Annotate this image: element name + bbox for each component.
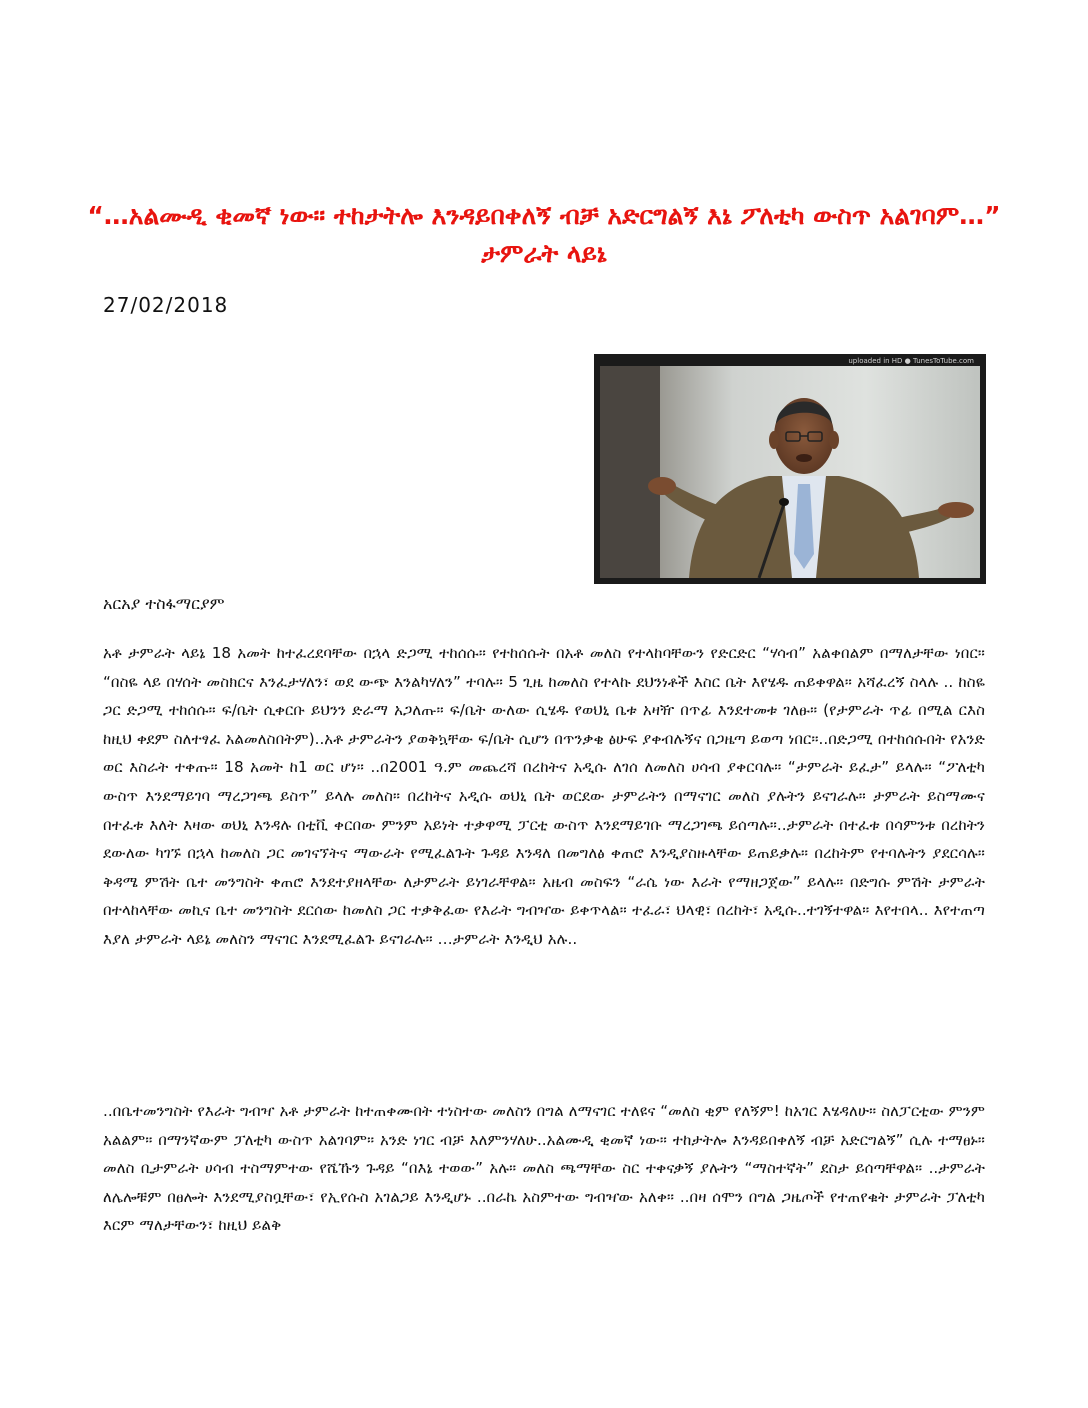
article-paragraph: ..በቤተመንግስት የእራት ግብዣ አቶ ታምራት ከተጠቀሙበት ተነስተው መለስን በግል ለማናገር ተለዩና “መለስ ቂም የለኝም! ከአገር እሄዳለሁ። ስለፓርቲው ምንም አልልም። በማንኛውም ፓለቲካ ውስጥ አልገባም። አንድ ነገር ብቻ እለምንሃለሁ..አልሙዲ ቂመኛ ነው። ተከታትሎ እንዳይበቀለኝ ብቻ አድርግልኝ” ሲሉ ተማፀኑ። መለስ ቢታምራት ሀሳብ ተስማምተው የሼኹን ጉዳይ “በእኔ ተወው” አሉ። መለስ ጫማቸው ስር ተቀናቃኝ ያሉትን “ማስተኛት” ደስታ ይሰጣቸዋል። ..ታምራት ለሌሎቹም በፀሎት እንደሚያስቧቸው፣ የኢየሱስ አገልጋይ እንዲሆኑ ..በራኬ አስምተው ግብዣው አለቀ። ..በዛ ሰሞን በግል ጋዜጦች የተጠየቁት ታምራት ፓለቲካ እርም ማለታቸውን፣ ከዚህ ይልቅ bbox=[103, 1102, 985, 1235]
article-photo bbox=[594, 354, 986, 584]
speaker-photo-illustration bbox=[594, 354, 986, 584]
article-author: አርአያ ተስፋማርያም bbox=[103, 594, 225, 613]
article-paragraph: አቶ ታምራት ላይኔ 18 አመት ከተፈረደባቸው በኋላ ድጋሚ ተከሰሱ። የተከሰሱት በአቶ መለስ የተላከባቸውን የድርድር “ሃሳብ” አልቀበልም በማለታቸው ነበር። “በስዬ ላይ በሃሰት መስክርና እንፈታሃለን፣ ወደ ውጭ እንልካሃለን” ተባሉ። 5 ጊዜ ከመለስ የተላኩ ደህንነቶች እስር ቤት እየሄዱ ጠይቀዋል። አሻፈረኝ ስላሉ .. ከስዬ ጋር ድጋሚ ተከሰሱ። ፍ/ቤት ሲቀርቡ ይህንን ድራማ አጋለጡ። ፍ/ቤት ውለው ሲሄዱ የወህኒ ቤቱ አዛዥ በጥፊ እንደተመቱ ገለፁ። (የታምራት ጥፊ በሚል ርእስ ከዚህ ቀደም ስለተፃፈ አልመለስበትም)..አቶ ታምራትን ያወቅኳቸው ፍ/ቤት ሲሆን በጥንቃቄ ፅሁፍ ያቀብሉኝና በጋዜጣ ይወጣ ነበር።..በድጋሚ በተከሰሱበት የአንድ ወር እስራት ተቀጡ። 18 አመት ከ1 ወር ሆነ። ..በ2001 ዓ.ም መጨረሻ በረከትና አዲሱ ለገሰ ለመለስ ሀሳብ ያቀርባሉ። “ታምራት ይፈታ” ይላሉ። “ፖለቲካ ውስጥ እንደማይገባ ማረጋገጫ ይስጥ” ይላሉ መለስ። በረከትና አዲሱ ወህኒ ቤት ወርደው ታምራትን በማናገር መለስ ያሉትን ይናገራሉ። ታምራት ይስማሙና በተፈቱ እለት እዛው ወህኒ እንዳሉ በቲቪ ቀርበው ምንም አይነት ተቃዋሚ ፓርቲ ውስጥ እንደማይገቡ ማረጋገጫ ይሰጣሉ።..ታምራት በተፈቱ በሳምንቱ በረከትን ደውለው ካገኙ በኋላ ከመለስ ጋር መገናኘትና ማውራት የሚፈልጉት ጉዳይ እንዳለ በመግለፅ ቀጠሮ እንዲያስዙላቸው ይጠይቃሉ። በረከትም የተባሉትን ያደርሳሉ። ቅዳሜ ምሽት ቤተ መንግስት ቀጠሮ እንደተያዘላቸው ለታምራት ይነገራቸዋል። አዜብ መስፍን “ራሴ ነው እራት የማዘጋጀው” ይላሉ። በድግሱ ምሽት ታምራት በተላከላቸው መኪና ቤተ መንግስት ደርሰው ከመለስ ጋር ተቃቅፈው የእራት ግብዣው ይቀጥላል። ተፈራ፣ ህላዊ፣ በረከት፣ አዲሱ..ተገኝተዋል። እየተበላ.. እየተጠጣ እያለ ታምራት ላይኔ መለስን ማናገር እንደሚፈልጉ ይናገራሉ። …ታምራት እንዲህ አሉ.. bbox=[103, 644, 985, 948]
article-title: “…አልሙዲ ቂመኛ ነው። ተከታትሎ እንዳይበቀለኝ ብቻ አድርግልኝ እኔ ፖለቲካ ውስጥ አልገባም…” ታምራት ላይኔ bbox=[87, 201, 1001, 268]
photo-credit: uploaded in HD ● TunesToTube.com bbox=[848, 357, 974, 365]
article-date: 27/02/2018 bbox=[103, 293, 229, 317]
